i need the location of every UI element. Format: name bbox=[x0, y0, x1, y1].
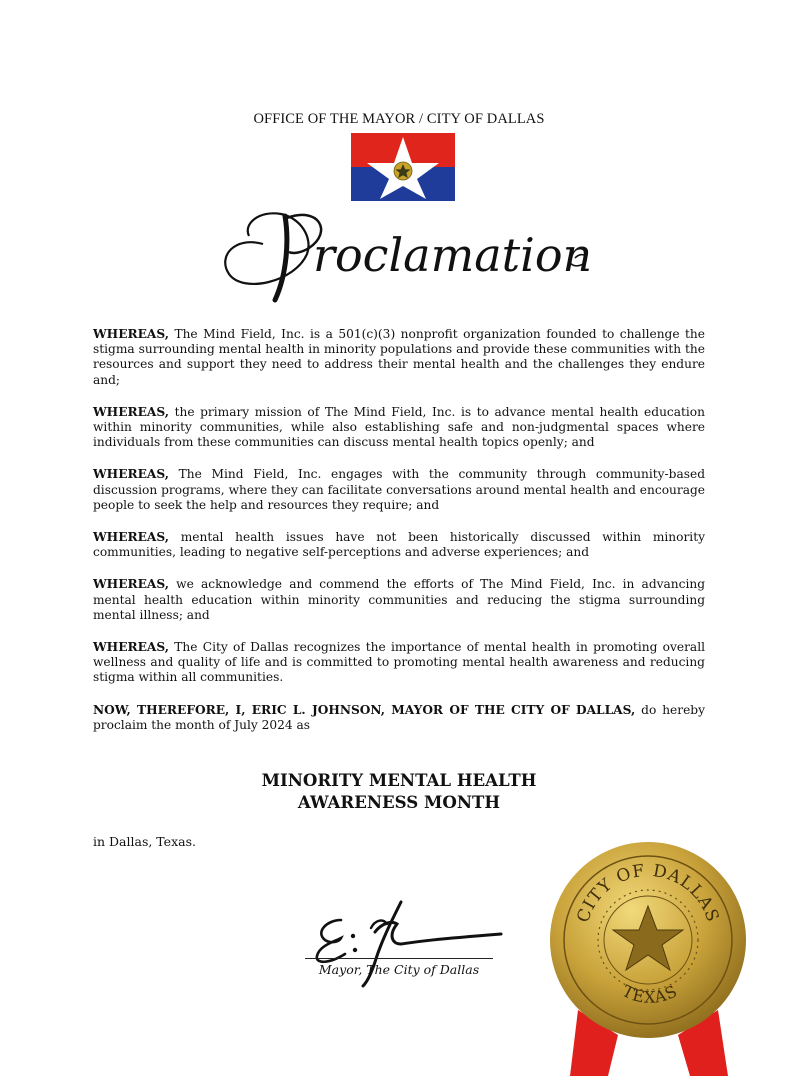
svg-text:TEXAS: TEXAS bbox=[619, 981, 681, 1007]
whereas-paragraph-5: WHEREAS, we acknowledge and commend the efforts of The Mind Field, Inc. in advancing mental health education within minority communities and reducing the stigma surrounding mental illness; and bbox=[93, 577, 705, 622]
signature-caption: Mayor, The City of Dallas bbox=[318, 962, 480, 977]
proclamation-script bbox=[215, 196, 595, 306]
whereas-paragraph-4: WHEREAS, mental health issues have not been historically discussed within minority communities, leading to negative self-perceptions and adverse experiences; and bbox=[93, 530, 705, 560]
svg-text:roclamation: roclamation bbox=[313, 228, 593, 282]
svg-text:CITY OF DALLAS: CITY OF DALLAS bbox=[573, 860, 723, 926]
city-seal-icon bbox=[548, 840, 748, 1076]
whereas-paragraph-1: WHEREAS, The Mind Field, Inc. is a 501(c)(3) nonprofit organization founded to challenge the stigma surrounding mental health in minority populations and provide these communities with the resources and support they need to address their mental health and the challenges they endure and; bbox=[93, 327, 705, 387]
whereas-paragraph-6: WHEREAS, The City of Dallas recognizes the importance of mental health in promoting overall wellness and quality of life and is committed to promoting mental health awareness and reducing stigma within all communities. bbox=[93, 640, 705, 685]
proclamation-body bbox=[93, 327, 705, 750]
closing-line: in Dallas, Texas. bbox=[93, 834, 196, 849]
proclamation-title bbox=[0, 769, 798, 813]
dallas-flag-icon bbox=[351, 133, 455, 201]
proclaim-paragraph: NOW, THEREFORE, I, ERIC L. JOHNSON, MAYOR OF THE CITY OF DALLAS, do hereby proclaim the month of July 2024 as bbox=[93, 702, 705, 732]
signature-line bbox=[305, 958, 493, 959]
whereas-paragraph-3: WHEREAS, The Mind Field, Inc. engages with the community through community-based discussion programs, where they can facilitate conversations around mental health and encourage people to seek the help and resources they require; and bbox=[93, 467, 705, 512]
office-header: OFFICE OF THE MAYOR / CITY OF DALLAS bbox=[253, 111, 545, 127]
whereas-paragraph-2: WHEREAS, the primary mission of The Mind Field, Inc. is to advance mental health education within minority communities, while also establishing safe and non-judgmental spaces where individuals from these communities can discuss mental health topics openly; and bbox=[93, 404, 705, 450]
title-line-2: AWARENESS MONTH bbox=[297, 792, 501, 812]
title-line-1: MINORITY MENTAL HEALTH bbox=[261, 770, 537, 790]
